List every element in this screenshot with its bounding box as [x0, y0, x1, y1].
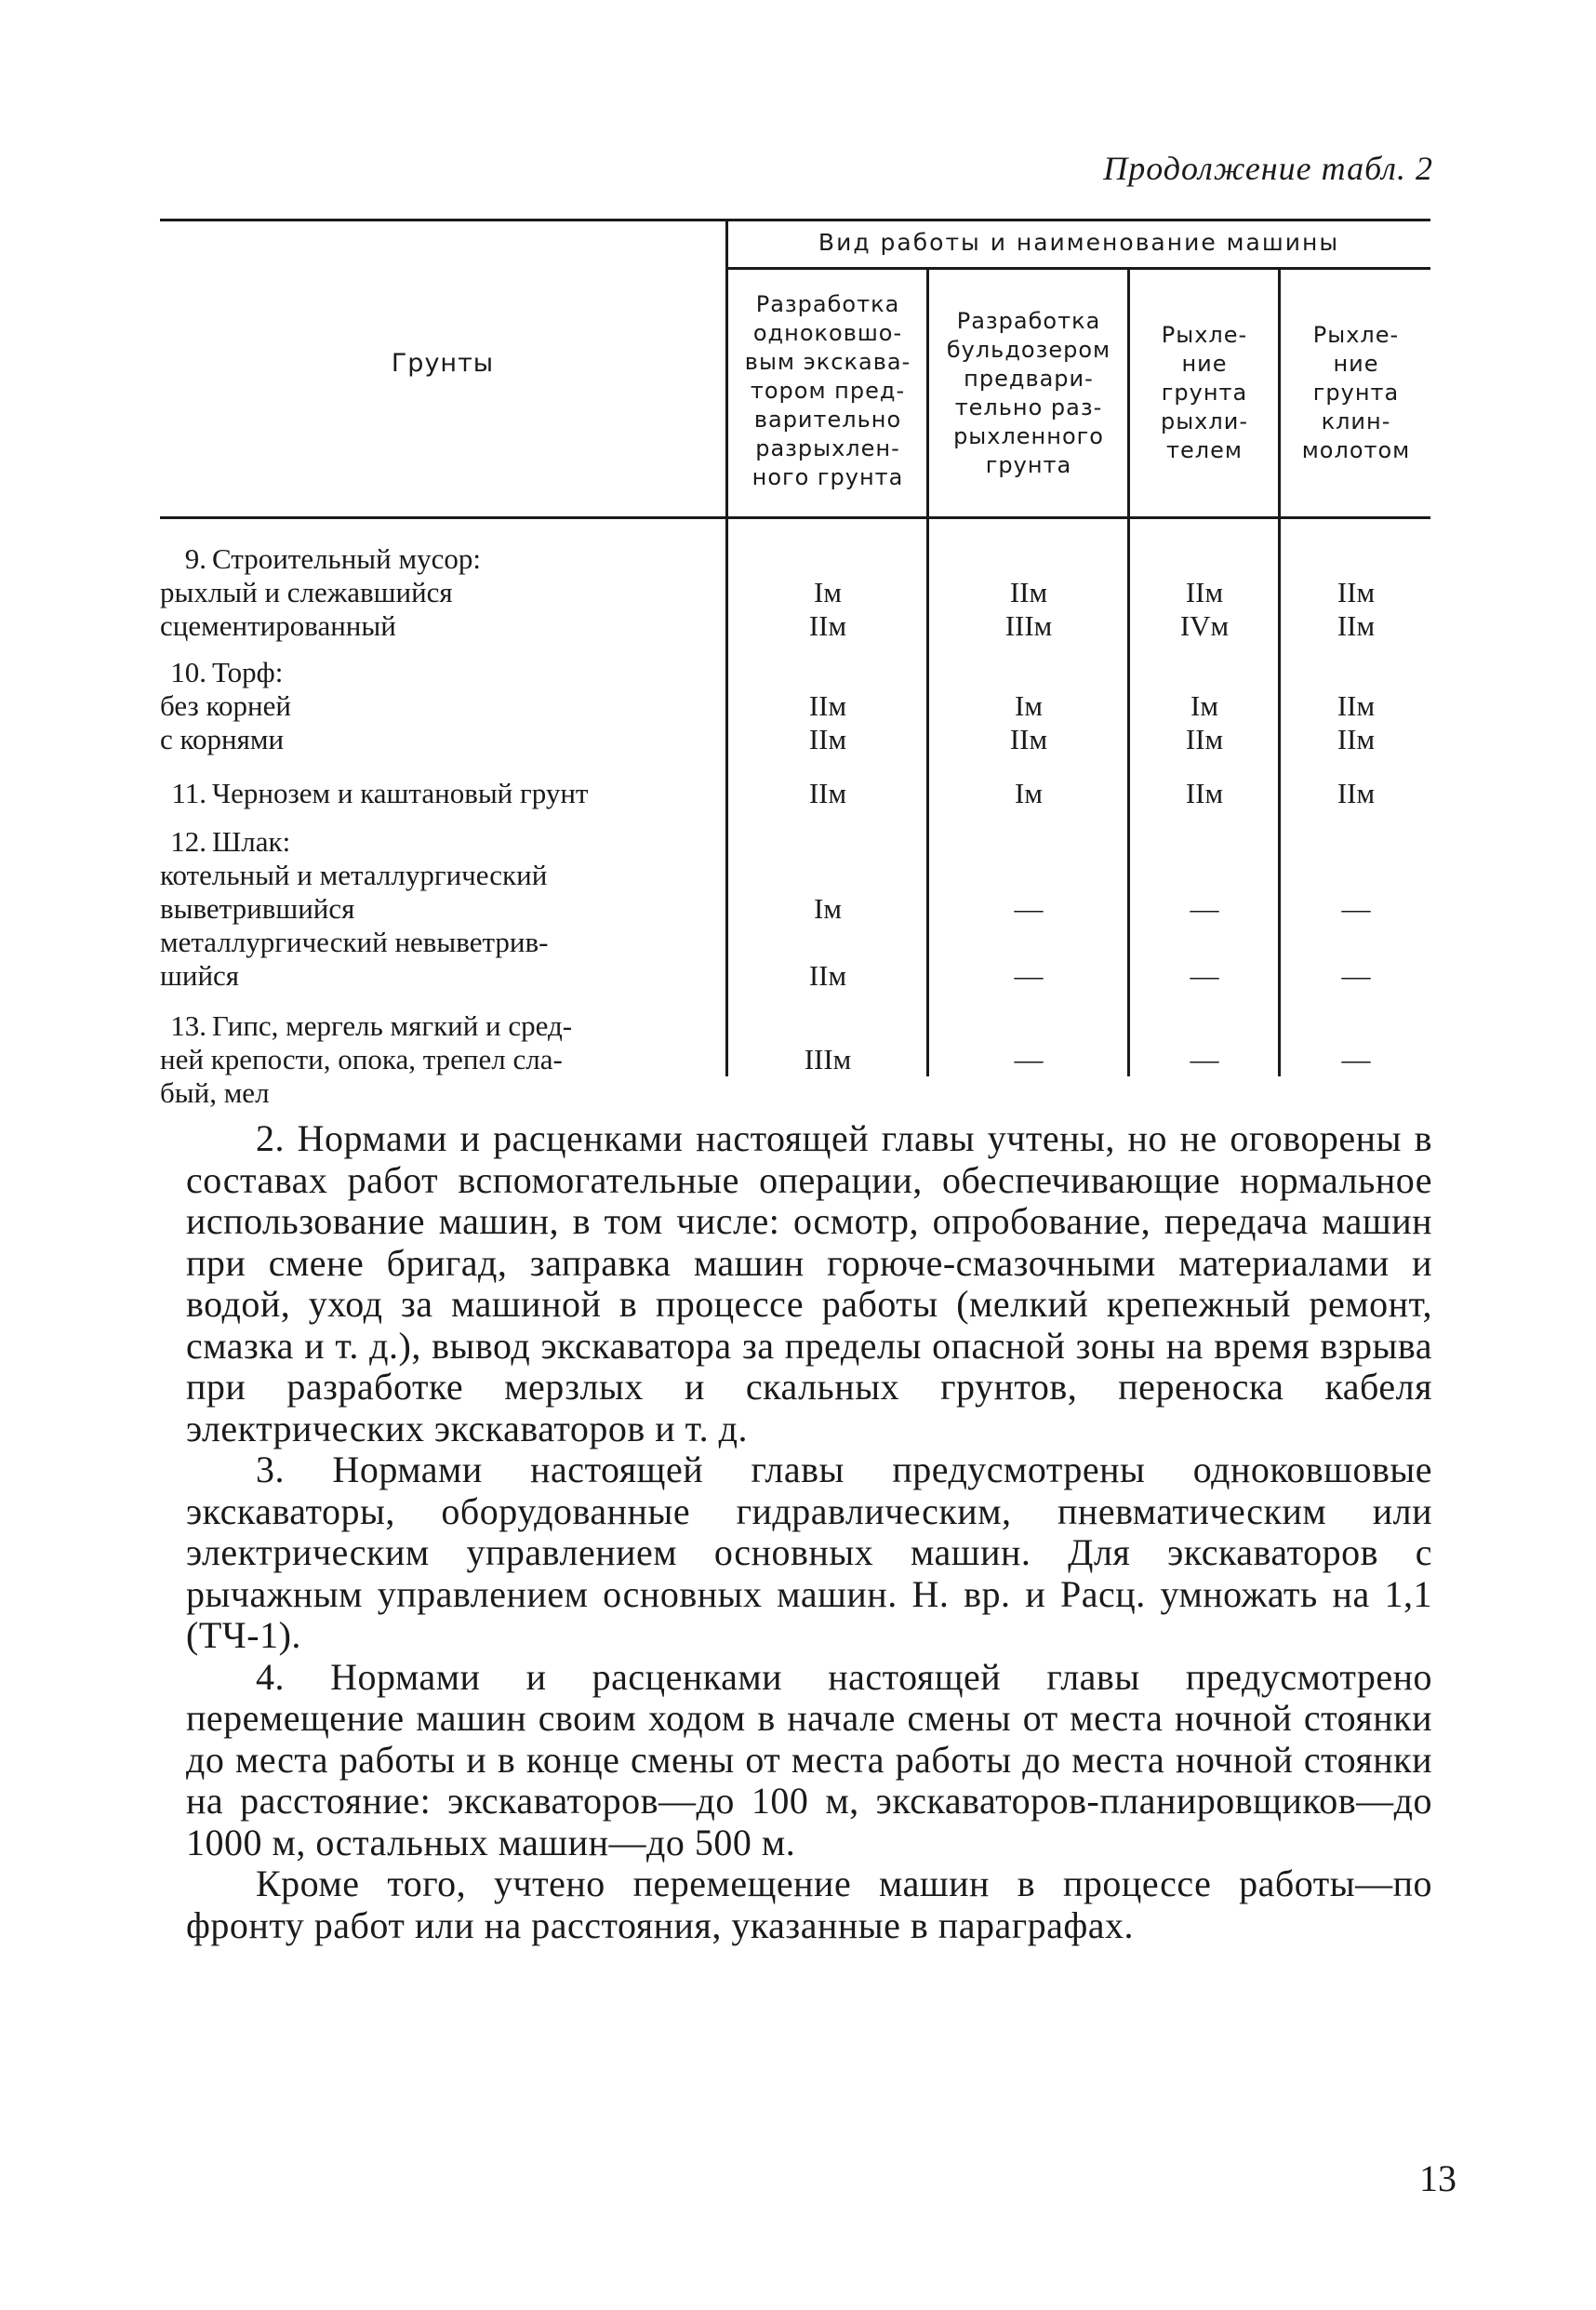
header-bottom-rule: [160, 516, 1430, 519]
soils-header: Грунты: [391, 349, 495, 378]
table-cell: —: [1190, 892, 1219, 925]
table-cell: —: [1014, 1043, 1044, 1075]
document-page: Продолжение табл. 2 Вид работы и наименование машины Грунты Разработка одноковшо- вым экскава- тором пред- варительно разрыхлен- ного грунта Разработка бульдозером предвари- тельно раз- рыхленного грунта Рыхле- ние грунта рыхли- телем Рыхле- ние грунта клин- молотом 9. Строительный мусор: рыхлый и слежавшийся Iм IIм IIм IIм сцементированный IIм IIIм IVм IIм 10. Торф: без корней IIм Iм Iм IIм с корнями IIм IIм IIм IIм 11. Чернозем и каштановый грунт IIм Iм IIм IIм 12. Шлак: котельный и металлургический выветрившийся Iм — — — металлургический невыветрив- шийся IIм — — — 13. Гипс, мергель мягкий и сред- ней крепости, опока, трепел сла- бый, мел IIIм — — — 2. Нормами и расценками настоящей главы учтены, но не оговорены в составах работ вспомогательные операции, обеспечивающие нормальное использование машин, в том числе: осмотр, опробование, передача машин при смене бригад, заправка машин горюче-смазочными материалами и водой, уход за машиной в процессе работы (мелкий крепежный ремонт, смазка и т. д.), вывод экскаватора за пределы опасной зоны на время взрыва при разработке мерзлых и скальных грунтов, переноска кабеля электрических экскаваторов и т. д. 3. Нормами настоящей главы предусмотрены одноковшовые экскаваторы, оборудованные гидравлическим, пневматическим или электрическим управлением основных машин. Для экскаваторов с рычажным управлением основных машин. Н. вр. и Расц. умножать на 1,1 (ТЧ-1). 4. Нормами и расценками настоящей главы предусмотрено перемещение машин своим ходом в начале смены от места ночной стоянки до места работы и в конце смены от места работы до места ночной стоянки на расстояние: экскаваторов—до 100 м, экскаваторов-планировщиков—до 1000 м, остальных машин—до 500 м. Кроме того, учтено перемещение машин в процессе работы—по фронту работ или на расстояния, указанные в параграфах. 13: [160, 150, 1456, 2199]
column-rule: [1127, 267, 1130, 1076]
table-cell: IIм: [1185, 576, 1224, 608]
table-cell: —: [1190, 959, 1219, 992]
soil-name: Чернозем и каштановый грунт: [212, 777, 589, 809]
table-cell: IIм: [1185, 723, 1224, 755]
column-header-hammer: Рыхле- ние грунта клин- молотом: [1301, 322, 1411, 463]
table-cell: —: [1341, 959, 1371, 992]
table-continuation-label: Продолжение табл. 2: [1103, 150, 1433, 187]
table-cell: Iм: [1015, 689, 1043, 722]
soil-name: Шлак:: [212, 825, 291, 858]
soil-subtype: с корнями: [160, 723, 285, 755]
column-header-bulldozer: Разработка бульдозером предвари- тельно раз- рыхленного грунта: [946, 308, 1111, 478]
table-cell: —: [1190, 1043, 1219, 1075]
column-header-excavator: Разработка одноковшо- вым экскава- тором пред- варительно разрыхлен- ного грунта: [744, 291, 911, 490]
table-cell: IIм: [1337, 777, 1376, 809]
soil-name: Торф:: [212, 656, 284, 688]
page-number: 13: [1419, 2157, 1456, 2199]
table-cell: IIм: [1185, 777, 1224, 809]
table-cell: IIм: [1009, 576, 1048, 608]
soil-subtype: металлургический невыветрив-: [160, 926, 549, 958]
paragraph: Кроме того, учтено перемещение машин в процессе работы—по фронту работ или на расстояния, указанные в параграфах.: [186, 1863, 1432, 1946]
table-cell: —: [1014, 892, 1044, 925]
column-rule: [926, 267, 929, 1076]
table-main-header: Вид работы и наименование машины: [818, 229, 1340, 256]
table-cell: IVм: [1179, 609, 1230, 642]
table-cell: Iм: [1015, 777, 1043, 809]
table-cell: IIм: [808, 689, 847, 722]
column-rule: [725, 219, 728, 1076]
paragraph: 2. Нормами и расценками настоящей главы учтены, но не оговорены в составах работ вспомогательные операции, обеспечивающие нормальное использование машин, в том числе: осмотр, опробование, передача машин при смене бригад, заправка машин горюче-смазочными материалами и водой, уход за машиной в процессе работы (мелкий крепежный ремонт, смазка и т. д.), вывод экскаватора за пределы опасной зоны на время взрыва при разработке мерзлых и скальных грунтов, переноска кабеля электрических экскаваторов и т. д.: [186, 1117, 1432, 1449]
soil-subtype: без корней: [160, 689, 291, 722]
table-cell: IIм: [1337, 576, 1376, 608]
paragraph: 3. Нормами настоящей главы предусмотрены одноковшовые экскаваторы, оборудованные гидравлическим, пневматическим или электрическим управлением основных машин. Для экскаваторов с рычажным управлением основных машин. Н. вр. и Расц. умножать на 1,1 (ТЧ-1).: [186, 1449, 1432, 1656]
table-cell: Iм: [814, 892, 842, 925]
table-cell: Iм: [814, 576, 842, 608]
table-cell: IIм: [808, 959, 847, 992]
table-cell: —: [1341, 1043, 1371, 1075]
table-cell: IIIм: [804, 1043, 852, 1075]
table-cell: IIм: [808, 609, 847, 642]
soil-name-continued: бый, мел: [160, 1076, 270, 1109]
table-cell: IIм: [1337, 723, 1376, 755]
soil-subtype: котельный и металлургический: [160, 859, 548, 891]
soil-subtype: шийся: [160, 959, 240, 992]
soil-subtype: выветрившийся: [160, 892, 355, 925]
table-cell: —: [1014, 959, 1044, 992]
notes-text: [186, 1118, 1432, 1946]
table-cell: IIм: [1337, 609, 1376, 642]
table-cell: IIм: [808, 777, 847, 809]
column-rule: [1278, 267, 1281, 1076]
table-cell: IIIм: [1004, 609, 1053, 642]
soil-subtype: сцементированный: [160, 609, 396, 642]
table-top-rule: [160, 219, 1430, 221]
table-cell: IIм: [1009, 723, 1048, 755]
table-cell: IIм: [1337, 689, 1376, 722]
soil-name: Гипс, мергель мягкий и сред-: [212, 1009, 573, 1042]
table-cell: —: [1341, 892, 1371, 925]
soil-subtype: рыхлый и слежавшийся: [160, 576, 453, 608]
soil-name-continued: ней крепости, опока, трепел сла-: [160, 1043, 563, 1075]
table-cell: Iм: [1190, 689, 1218, 722]
header-divider-rule: [727, 267, 1430, 270]
column-header-ripper: Рыхле- ние грунта рыхли- телем: [1161, 322, 1248, 463]
paragraph: 4. Нормами и расценками настоящей главы предусмотрено перемещение машин своим ходом в начале смены от места ночной стоянки до места работы и в конце смены от места работы до места ночной стоянки на расстояние: экскаваторов—до 100 м, экскаваторов-планировщиков—до 1000 м, остальных машин—до 500 м.: [186, 1655, 1432, 1863]
soil-name: Строительный мусор:: [212, 542, 481, 575]
table-cell: IIм: [808, 723, 847, 755]
